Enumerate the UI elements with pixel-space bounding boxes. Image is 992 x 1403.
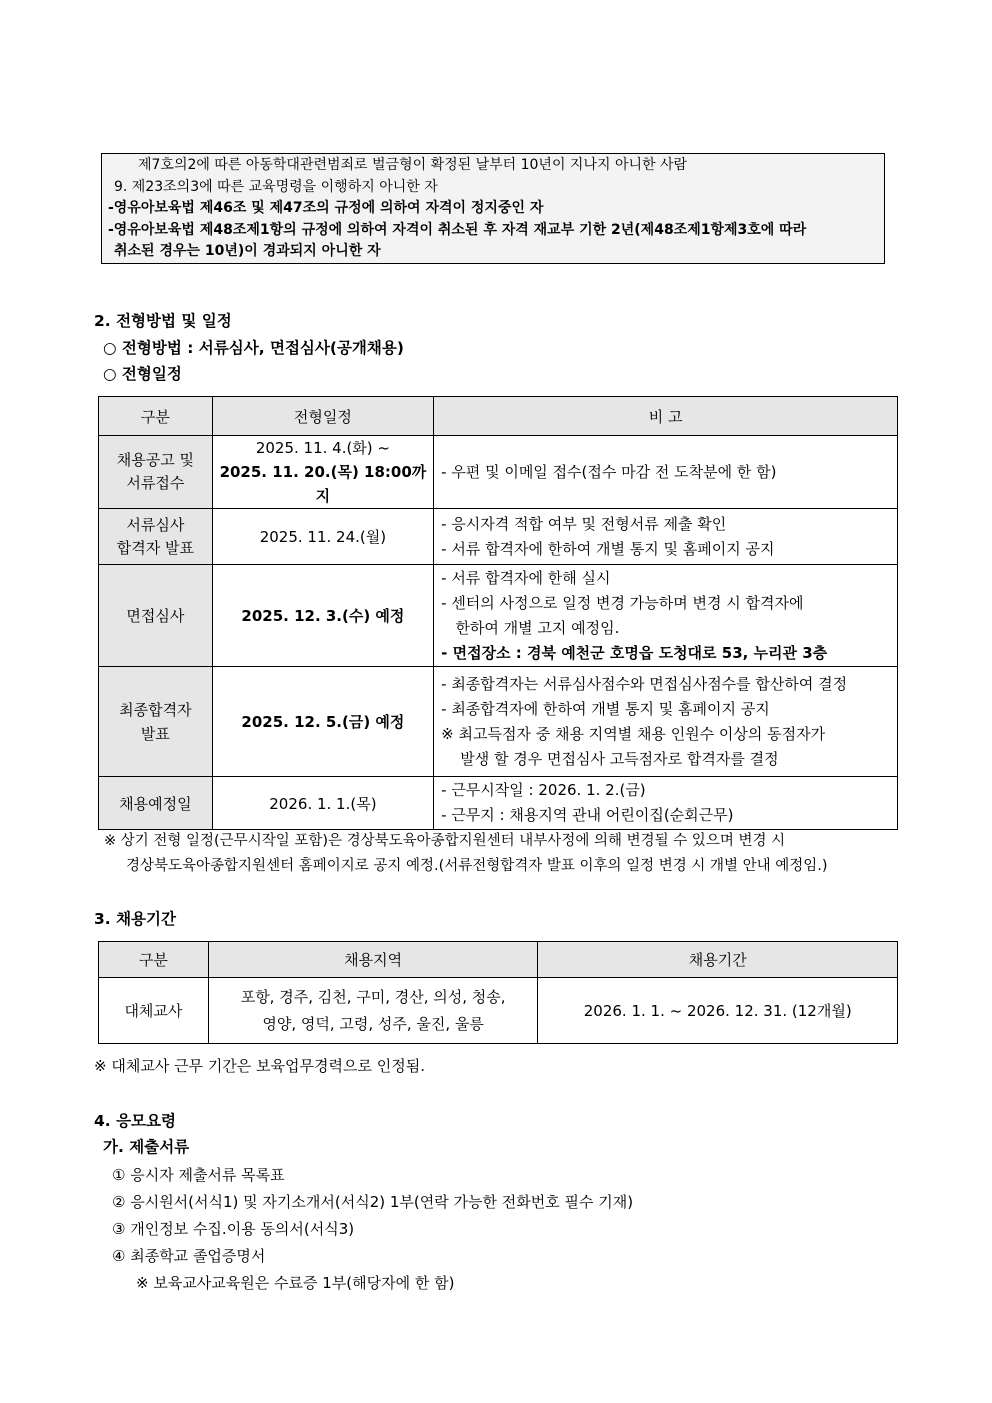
section2-schedule-label: ○ 전형일정 (103, 365, 182, 383)
box-line: 제7호의2에 따른 아동학대관련범죄로 벌금형이 확정된 날부터 10년이 지나지 아니한 사람 (138, 157, 688, 173)
note-line: ※ 상기 전형 일정(근무시작일 포함)은 경상북도육아종합지원센터 내부사정에 의해 변경될 수 있으며 변경 시 (104, 833, 786, 849)
remark-line: - 최종합격자는 서류심사점수와 면접심사점수를 합산하여 결정 (441, 674, 848, 693)
section2-method: ○ 전형방법 : 서류심사, 면접심사(공개채용) (103, 339, 404, 357)
list-item: ③ 개인정보 수집.이용 동의서(서식3) (112, 1220, 355, 1238)
table-row (99, 436, 898, 509)
row-date (212, 777, 433, 830)
box-line: 9. 제23조의3에 따른 교육명령을 이행하지 아니한 자 (114, 178, 438, 195)
box-line: -영유아보육법 제46조 및 제47조의 규정에 의하여 자격이 정지중인 자 (108, 200, 544, 216)
list-sub-note: ※ 보육교사교육원은 수료증 1부(해당자에 한 함) (136, 1274, 455, 1292)
row-date (212, 509, 433, 565)
row-date (212, 436, 433, 509)
table-row (99, 565, 898, 667)
note-line: 경상북도육아종합지원센터 홈페이지로 공지 예정.(서류전형합격자 발표 이후의 일정 변경 시 개별 안내 예정임.) (126, 858, 828, 874)
date-line: 2025. 11. 24.(월) (259, 528, 387, 546)
remark-line: - 근무시작일 : 2026. 1. 2.(금) (441, 781, 646, 799)
row-category (99, 509, 213, 565)
row-category: 대체교사 (99, 978, 209, 1044)
category-line: 발표 (140, 724, 170, 743)
period-table (98, 941, 898, 1044)
section4-subtitle: 가. 제출서류 (103, 1138, 190, 1156)
category-line: 서류접수 (126, 474, 185, 492)
remark-line: - 응시자격 적합 여부 및 전형서류 제출 확인 (441, 514, 727, 533)
schedule-note (104, 829, 828, 879)
row-remarks (434, 509, 898, 565)
header-period: 채용기간 (538, 942, 898, 978)
row-regions (208, 978, 538, 1044)
period-note: ※ 대체교사 근무 기간은 보육업무경력으로 인정됨. (94, 1057, 425, 1075)
remark-line: 한하여 개별 고지 예정임. (441, 618, 620, 637)
box-line: -영유아보육법 제48조제1항의 규정에 의하여 자격이 취소된 후 자격 재교부 기한 2년(제48조제1항제3호에 따라 (108, 221, 807, 238)
remark-line: - 면접장소 : 경북 예천군 호명읍 도청대로 53, 누리관 3층 (441, 643, 828, 662)
document-list (112, 1162, 633, 1297)
header-date: 전형일정 (212, 397, 433, 436)
row-date (212, 565, 433, 667)
category-line: 채용공고 및 (116, 451, 194, 469)
table-row (99, 777, 898, 830)
remark-line: 발생 할 경우 면접심사 고득점자로 합격자를 결정 (441, 749, 779, 768)
category-line: 채용예정일 (119, 794, 192, 813)
region-line: 영양, 영덕, 고령, 성주, 울진, 울릉 (262, 1014, 484, 1033)
category-line: 합격자 발표 (116, 538, 194, 557)
remark-line: ※ 최고득점자 중 채용 지역별 채용 인원수 이상의 동점자가 (441, 724, 826, 743)
list-item: ④ 최종학교 졸업증명서 (112, 1247, 266, 1265)
row-remarks (434, 777, 898, 830)
row-category (99, 565, 213, 667)
disqualification-box (101, 153, 885, 264)
row-date (212, 667, 433, 777)
region-line: 포항, 경주, 김천, 구미, 경산, 의성, 청송, (240, 987, 506, 1006)
table-row (99, 509, 898, 565)
category-line: 면접심사 (126, 607, 185, 625)
row-period: 2026. 1. 1. ~ 2026. 12. 31. (12개월) (538, 978, 898, 1044)
date-line: 2025. 11. 20.(목) 18:00까지 (219, 463, 427, 505)
table-row (99, 667, 898, 777)
section3-title: 3. 채용기간 (94, 910, 176, 928)
row-category (99, 667, 213, 777)
remark-line: - 센터의 사정으로 일정 변경 가능하며 변경 시 합격자에 (441, 593, 804, 612)
header-remarks: 비 고 (434, 397, 898, 436)
box-line: 취소된 경우는 10년)이 경과되지 아니한 자 (114, 243, 381, 259)
row-remarks (434, 565, 898, 667)
header-category: 구분 (99, 397, 213, 436)
remark-line: - 우편 및 이메일 접수(접수 마감 전 도착분에 한 함) (441, 462, 777, 481)
header-category: 구분 (99, 942, 209, 978)
date-line: 2026. 1. 1.(목) (269, 794, 377, 813)
date-line: 2025. 11. 4.(화) ~ (255, 439, 390, 457)
date-line: 2025. 12. 5.(금) 예정 (241, 713, 405, 731)
remark-line: - 서류 합격자에 한하여 개별 통지 및 홈페이지 공지 (441, 539, 775, 558)
header-regions: 채용지역 (208, 942, 538, 978)
schedule-table (98, 396, 898, 830)
category-line: 최종합격자 (119, 700, 192, 719)
remark-line: - 근무지 : 채용지역 관내 어린이집(순회근무) (441, 806, 734, 824)
date-line: 2025. 12. 3.(수) 예정 (241, 607, 405, 625)
section4-title: 4. 응모요령 (94, 1112, 176, 1130)
category-line: 서류심사 (126, 515, 185, 534)
list-item: ① 응시자 제출서류 목록표 (112, 1166, 285, 1184)
row-remarks (434, 667, 898, 777)
row-category (99, 436, 213, 509)
table-row (99, 978, 898, 1044)
section2-title: 2. 전형방법 및 일정 (94, 312, 232, 330)
row-remarks (434, 436, 898, 509)
remark-line: - 최종합격자에 한하여 개별 통지 및 홈페이지 공지 (441, 699, 770, 718)
list-item: ② 응시원서(서식1) 및 자기소개서(서식2) 1부(연락 가능한 전화번호 필수 기재) (112, 1193, 634, 1211)
row-category (99, 777, 213, 830)
remark-line: - 서류 합격자에 한해 실시 (441, 568, 611, 587)
